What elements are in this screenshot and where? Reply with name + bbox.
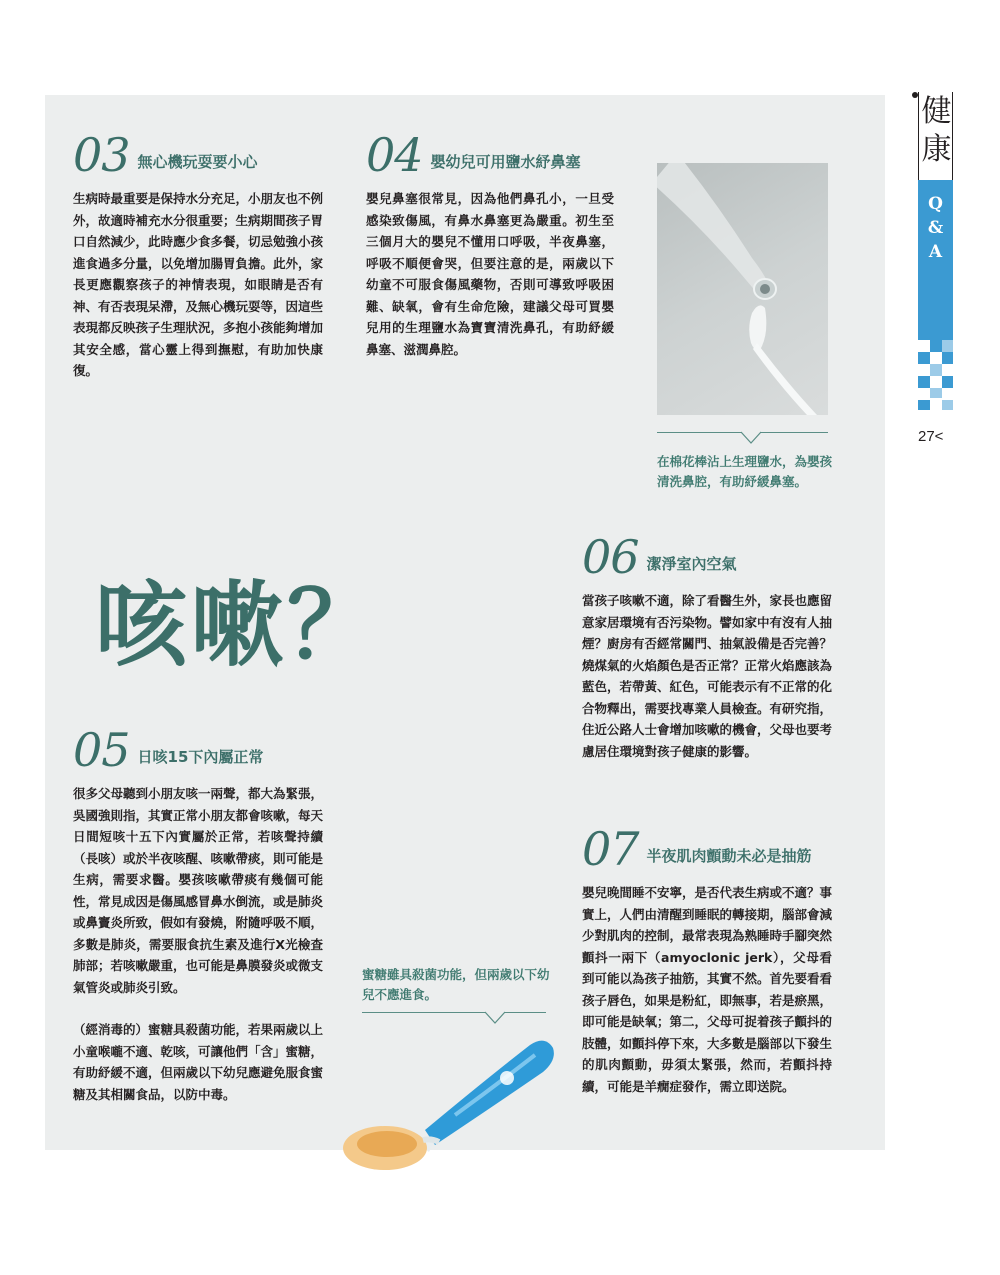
section-04-title: 嬰幼兒可用鹽水紓鼻塞 xyxy=(430,153,581,171)
sidebar-label-2: 康 xyxy=(921,132,952,167)
sidebar-pixel xyxy=(918,352,930,364)
sidebar-pixel xyxy=(918,376,930,388)
sidebar-label-1: 健 xyxy=(921,94,952,129)
sidebar-label xyxy=(920,93,953,169)
section-04 xyxy=(366,128,614,360)
caption-cotton-line-left xyxy=(657,432,742,433)
page-number: 27< xyxy=(918,428,944,445)
section-03-header xyxy=(73,128,323,182)
section-03-title: 無心機玩耍要小心 xyxy=(137,153,258,171)
feature-title: 咳嗽？ xyxy=(95,571,384,679)
caption-honey: 蜜糖雖具殺菌功能，但兩歲以下幼兒不應進食。 xyxy=(362,967,550,1002)
section-05-title: 日咳15下內屬正常 xyxy=(137,748,264,766)
honey-spoon-illustration xyxy=(335,1020,565,1180)
section-05-number: 05 xyxy=(73,723,130,777)
section-05 xyxy=(73,723,323,1105)
section-07-body: 嬰兒晚間睡不安寧，是否代表生病或不適？事實上，人們由清醒到睡眠的轉接期，腦部會減少對肌肉的控制，最常表現為熟睡時手腳突然顫抖一兩下（amyoclonic jerk），父母看到可能以為孩子抽筋，其實不然。首先要看看孩子唇色，如果是粉紅，即無事，若是瘀黑，即可能是缺氧；第二，父母可捉着孩子顫抖的肢體，如顫抖停下來，大多數是腦部以下發生的肌肉顫動，毋須太緊張，然而，若顫抖持續，可能是羊癇症發作，需立即送院。 xyxy=(582,885,833,1094)
sidebar-pixel xyxy=(942,352,953,364)
sidebar-dot xyxy=(912,92,918,98)
section-07-number: 07 xyxy=(582,822,639,876)
cotton-swab-illustration xyxy=(657,163,828,415)
section-05-body-2: （經消毒的）蜜糖具殺菌功能，若果兩歲以上小童喉嚨不適、乾咳，可讓他們「含」蜜糖，有助紓緩不適，但兩歲以下幼兒應避免服食蜜糖及其相關食品，以防中毒。 xyxy=(73,1022,324,1102)
sidebar-pixel xyxy=(942,400,953,410)
sidebar-pixel xyxy=(942,340,953,352)
section-05-body-1: 很多父母聽到小朋友咳一兩聲，都大為緊張，吳國強則指，其實正常小朋友都會咳嗽，每天日間短咳十五下內實屬於正常，若咳聲持續（長咳）或於半夜咳醒、咳嗽帶痰，則可能是生病，需要求醫。嬰孩咳嗽帶痰有幾個可能性，常見成因是傷風感冒鼻水倒流，或是肺炎或鼻竇炎所致，假如有發燒，附隨呼吸不順，多數是肺炎，需要服食抗生素及進行X光檢查肺部；若咳嗽嚴重，也可能是鼻膜發炎或微支氣管炎或肺炎引致。 xyxy=(73,786,324,995)
sidebar-pixel xyxy=(930,388,942,398)
caption-cotton-line-right xyxy=(760,432,828,433)
section-04-body: 嬰兒鼻塞很常見，因為他們鼻孔小，一旦受感染致傷風，有鼻水鼻塞更為嚴重。初生至三個月大的嬰兒不懂用口呼吸，半夜鼻塞，呼吸不順便會哭，但要注意的是，兩歲以下幼童不可服食傷風藥物，否則可導致呼吸困難、缺氧，會有生命危險，建議父母可買嬰兒用的生理鹽水為寶寶清洗鼻孔，有助紓緩鼻塞、滋潤鼻腔。 xyxy=(366,191,614,357)
sidebar-pixel xyxy=(930,340,942,352)
sidebar-pixel xyxy=(942,376,953,388)
section-05-header xyxy=(73,723,323,777)
section-06-title: 潔淨室內空氣 xyxy=(646,555,737,573)
caption-honey-line-left xyxy=(362,1012,486,1013)
cotton-swab-photo xyxy=(657,163,828,415)
section-07-title: 半夜肌肉顫動未必是抽筋 xyxy=(646,847,812,865)
section-03 xyxy=(73,128,323,382)
section-06-body: 當孩子咳嗽不適，除了看醫生外，家長也應留意家居環境有否污染物。譬如家中有沒有人抽煙？廚房有否經常關門、抽氣設備是否完善？燒煤氣的火焰顏色是否正常？正常火焰應該為藍色，若帶黃、紅色，可能表示有不正常的化合物釋出，需要找專業人員檢查。有研究指，住近公路人士會增加咳嗽的機會，父母也要考慮居住環境對孩子健康的影響。 xyxy=(582,593,833,759)
section-07 xyxy=(582,822,832,1097)
sidebar-pixel xyxy=(930,364,942,376)
sidebar-qa-3: A xyxy=(928,242,943,262)
caption-cotton-pointer xyxy=(740,431,762,445)
caption-cotton: 在棉花棒沾上生理鹽水，為嬰孩清洗鼻腔，有助紓緩鼻塞。 xyxy=(657,454,833,489)
sidebar-qa-2: & xyxy=(927,218,944,238)
section-03-body: 生病時最重要是保持水分充足，小朋友也不例外，故適時補充水分很重要；生病期間孩子胃口自然減少，此時應少食多餐，切忌勉強小孩進食過多分量，以免增加腸胃負擔。此外，家長更應觀察孩子的神情表現，如眼睛是否有神、有否表現呆滯，及無心機玩耍等，因這些表現都反映孩子生理狀況，多抱小孩能夠增加其安全感，當心靈上得到撫慰，有助加快康復。 xyxy=(73,191,324,378)
sidebar-pixel xyxy=(918,400,930,410)
caption-honey-line-right xyxy=(504,1012,546,1013)
section-04-number: 04 xyxy=(366,128,423,182)
section-06-number: 06 xyxy=(582,530,639,584)
section-07-header xyxy=(582,822,832,876)
section-04-header xyxy=(366,128,614,182)
sidebar-qa-bar xyxy=(918,180,953,340)
sidebar-qa-1: Q xyxy=(928,194,943,214)
section-06-header xyxy=(582,530,832,584)
section-03-number: 03 xyxy=(73,128,130,182)
section-06 xyxy=(582,530,832,762)
